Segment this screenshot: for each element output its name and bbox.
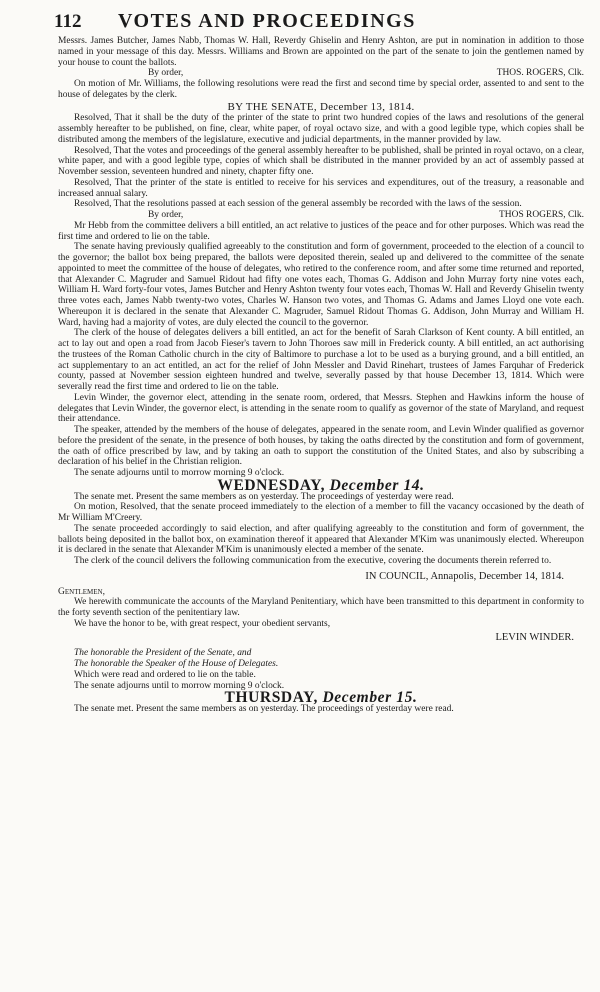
paragraph-motion: On motion of Mr. Williams, the following resolutions were read the first and second time by special order, assented to and sent to the house of delegates by the clerk. xyxy=(58,79,584,100)
day-heading-thursday xyxy=(58,689,584,707)
salutation: Gentlemen, xyxy=(58,586,105,597)
by-order-label: By order, xyxy=(148,68,184,79)
paragraph-oath: The speaker, attended by the members of the house of delegates, appeared in the senate room, and Levin Winder qualified as governor before the president of the senate, in the presence of both houses, by taking the oaths directed by the constitution and form of government, the oath of office prescribed by law, and by taking an oath to support the constitution of the United States, and also by subscribing a declaration of his belief in the Christian religion. xyxy=(58,425,584,468)
paragraph-closing: We have the honor to be, with great respect, your obedient servants, xyxy=(74,618,331,629)
paragraph-read: Which were read and ordered to lie on the table. xyxy=(74,669,256,680)
paragraph-adjourn: The senate adjourns until to morrow morning 9 o'clock. xyxy=(74,468,285,478)
day-heading-wednesday xyxy=(58,476,584,494)
day-name: THURSDAY, xyxy=(224,689,318,707)
clerk-signature: THOS. ROGERS, Clk. xyxy=(496,68,584,79)
paragraph-senate-met: The senate met. Present the same members as on yesterday. The proceedings of yesterday were read. xyxy=(74,491,454,502)
resolution-1: Resolved, That it shall be the duty of the printer of the state to print two hundred copies of the laws and resolutions of the general assembly hereafter to be published, on fine, clear, white paper, of royal octavo size, and with a good legible type, which copies shall be distributed among the members of the legislature, executive and judicial departments, in the manner provided by law. xyxy=(58,113,584,145)
senate-heading: BY THE SENATE, December 13, 1814. xyxy=(227,100,415,113)
document-body xyxy=(58,36,584,715)
paragraph-council-election: The senate having previously qualified agreeably to the constitution and form of government, proceeded to the election of a council to the governor; the ballot box being prepared, the ballots were deposited therein, sealed up and delivered to the committee of the senate appointed to meet the committee of the house of delegates, who retired to the conference room, and after some time returned and reported, that Alexander C. Magruder and Samuel Ridout had fifty one votes each, Thomas G. Addison and John Murray forty nine votes each, William H. Ward forty-four votes, James Butcher and Henry Ashton twenty four votes each, Thomas W. Hall and Reverdy Ghiselin twenty three votes each, James Nabb twenty-two votes, Charles W. Hanson two votes, and Thomas G. Adams and James Lloyd one vote each. Whereupon it is declared in the senate that Alexander C. Magruder, Samuel Ridout Thomas G. Addison, John Murray and William H. Ward, having had a majority of votes, are duly elected the council to the governor. xyxy=(58,242,584,328)
paragraph-penitentiary: We herewith communicate the accounts of the Maryland Penitentiary, which have been transmitted to this department in conformity to the forty seventh section of the penitentiary law. xyxy=(58,597,584,618)
day-name: WEDNESDAY, xyxy=(217,476,326,494)
council-dateline: IN COUNCIL, Annapolis, December 14, 1814. xyxy=(365,570,564,582)
page-header xyxy=(54,10,584,33)
page-number: 112 xyxy=(54,11,82,32)
running-title: VOTES AND PROCEEDINGS xyxy=(118,10,416,32)
paragraph-mkim-election: The senate proceeded accordingly to said election, and after qualifying agreeably to the constitution and form of government, the ballots being deposited in the ballot box, on examination thereof it appeared that Alexander M'Kim was unanimously elected. Whereupon it is declared in the senate that Alexander M'Kim is unanimously elected a member of the senate. xyxy=(58,523,584,556)
addressee-speaker: The honorable the Speaker of the House of Delegates. xyxy=(74,659,279,669)
paragraph-hebb-bill: Mr Hebb from the committee delivers a bill entitled, an act relative to justices of the peace and for other purposes. Which was read the first time and ordered to lie on the table. xyxy=(58,220,584,242)
clerk-signature: THOS ROGERS, Clk. xyxy=(499,210,584,220)
day-date: December 14. xyxy=(329,476,425,494)
paragraph-adjourn-2: The senate adjourns until to morrow morning 9 o'clock. xyxy=(74,680,285,691)
resolution-3: Resolved, That the printer of the state is entitled to receive for his services and expenditures, out of the treasury, a reasonable and increased annual salary. xyxy=(58,177,584,199)
resolution-4: Resolved, That the resolutions passed at each session of the general assembly be recorded with the laws of the session. xyxy=(74,199,522,210)
paragraph-senate-met-2: The senate met. Present the same members as on yesterday. The proceedings of yesterday were read. xyxy=(74,704,454,714)
paragraph-governor-elect: Levin Winder, the governor elect, attending in the senate room, ordered, that Messrs. Stephen and Hawkins inform the house of delegates that Levin Winder, the governor elect, is attending in the senate room to qualify as governor of the state of Maryland, and request their attendance. xyxy=(58,392,584,425)
governor-signature: LEVIN WINDER. xyxy=(495,631,574,643)
signature-line xyxy=(58,210,584,221)
paragraph-bills: The clerk of the house of delegates delivers a bill entitled, an act for the benefit of Sarah Clarkson of Kent county. A bill entitled, an act to lay out and open a road from Jacob Fieser's tavern to John Thoroes saw mill in Frederick county. A bill entitled, an act authorising the trustees of the Roman Catholic church in the city of Baltimore to purchase a lot to be used as a burying ground, and a bill entitled, an act supplementary to an act entitled, an act for the relief of John Messler and David Rinehart, trustees of James Farquhar of Frederick county, passed at November session eighteen hundred and twelve, severally passed by that house December 13, 1814. Which were severally read the first time and ordered to lie on the table. xyxy=(58,328,584,392)
by-order-label: By order, xyxy=(148,210,184,220)
signature-line xyxy=(58,68,584,79)
day-date: December 15. xyxy=(322,689,418,707)
paragraph-vacancy: On motion, Resolved, that the senate proceed immediately to the election of a member to fill the vacancy occasioned by the death of Mr William M'Creery. xyxy=(58,502,584,523)
resolution-2: Resolved, That the votes and proceedings of the general assembly hereafter to be published, shall be printed in royal octavo, on a clear, white paper, and with a good legible type, copies of which shall be distributed in the manner provided by an act of assembly passed at November session, seventeen hundred and ninety, chapter fifty one. xyxy=(58,145,584,177)
addressee-president: The honorable the President of the Senate, and xyxy=(74,648,252,659)
paragraph-communication: The clerk of the council delivers the following communication from the executive, covering the documents therein referred to. xyxy=(74,556,552,566)
paragraph-nomination: Messrs. James Butcher, James Nabb, Thomas W. Hall, Reverdy Ghiselin and Henry Ashton, are put in nomination in addition to those named in your message of this day. Messrs. Williams and Brown are appointed on the part of the senate to join the gentlemen named by your house to count the ballots. xyxy=(58,36,584,68)
